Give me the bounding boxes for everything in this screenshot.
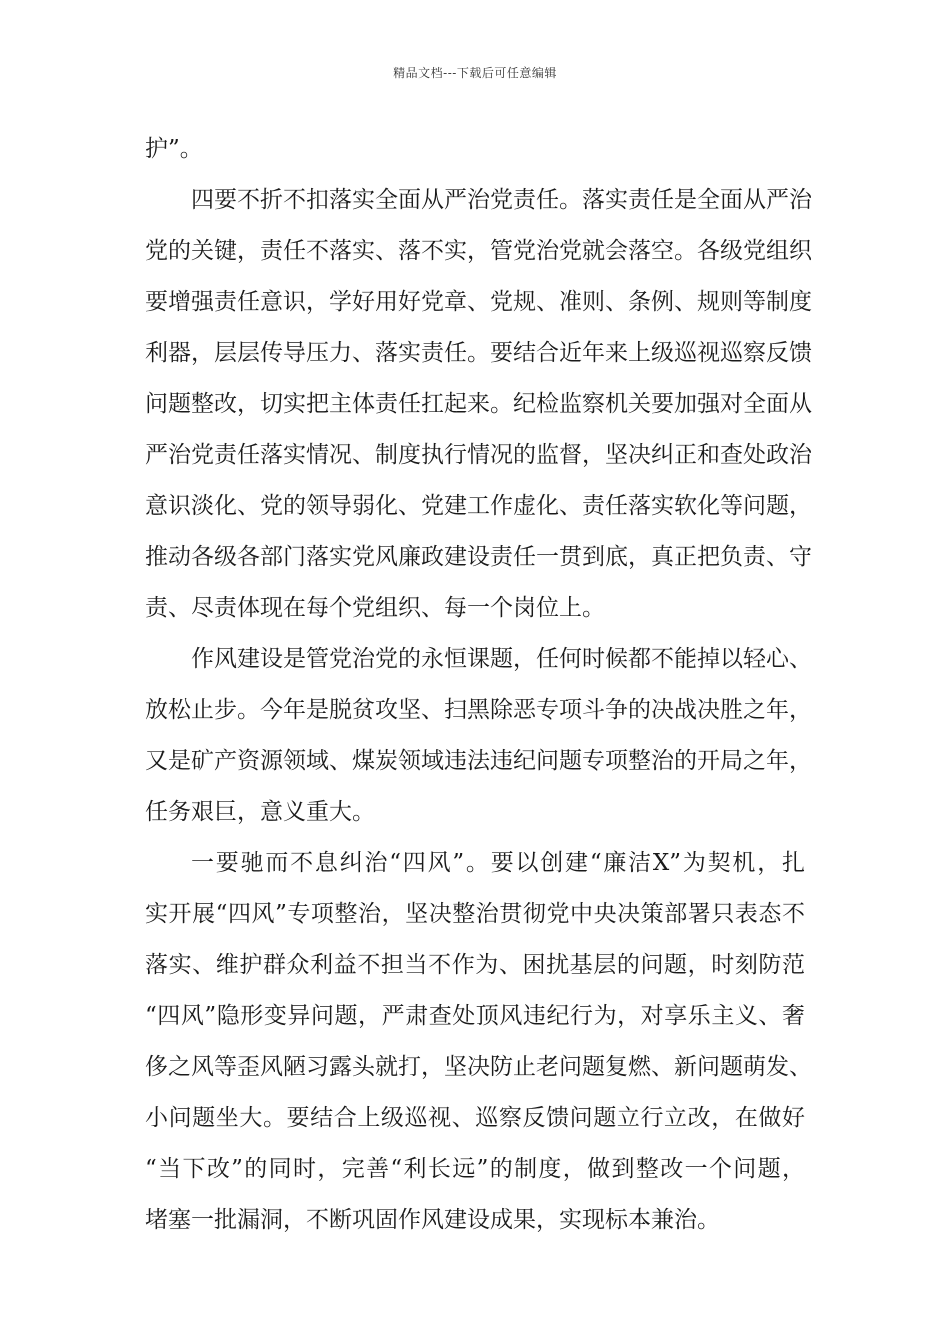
text-line: 任务艰巨，意义重大。 — [145, 799, 375, 825]
text-line: 严治党责任落实情况、制度执行情况的监督，坚决纠正和查处政治 — [145, 442, 812, 468]
text-line: 要增强责任意识，学好用好党章、党规、准则、条例、规则等制度 — [145, 289, 812, 315]
text-line: 问题整改，切实把主体责任扛起来。纪检监察机关要加强对全面从 — [145, 391, 812, 417]
text-line: 侈之风等歪风陋习露头就打，坚决防止老问题复燃、新问题萌发、 — [145, 1054, 812, 1080]
text-line: 四要不折不扣落实全面从严治党责任。落实责任是全面从严治 — [191, 187, 812, 213]
text-line: 小问题坐大。要结合上级巡视、巡察反馈问题立行立改，在做好 — [145, 1105, 805, 1131]
text-line: 护”。 — [145, 136, 203, 162]
text-line: 责、尽责体现在每个党组织、每一个岗位上。 — [145, 595, 605, 621]
text-line: 落实、维护群众利益不担当不作为、困扰基层的问题，时刻防范 — [145, 952, 805, 978]
text-line: 一要驰而不息纠治“四风”。要以创建“廉洁X”为契机，扎 — [191, 850, 805, 876]
text-line: 放松止步。今年是脱贫攻坚、扫黑除恶专项斗争的决战决胜之年， — [145, 697, 812, 723]
document-body — [145, 124, 812, 1246]
page-header: 精品文档---下载后可任意编辑 — [393, 66, 557, 80]
text-line: 党的关键，责任不落实、落不实，管党治党就会落空。各级党组织 — [145, 238, 812, 264]
text-line: 实开展“四风”专项整治，坚决整治贯彻党中央决策部署只表态不 — [145, 901, 805, 927]
text-line: 推动各级各部门落实党风廉政建设责任一贯到底，真正把负责、守 — [145, 544, 812, 570]
text-line: “四风”隐形变异问题，严肃查处顶风违纪行为，对享乐主义、奢 — [145, 1003, 805, 1029]
text-line: 又是矿产资源领域、煤炭领域违法违纪问题专项整治的开局之年， — [145, 748, 812, 774]
text-line: “当下改”的同时，完善“利长远”的制度，做到整改一个问题， — [145, 1156, 805, 1182]
text-line: 作风建设是管党治党的永恒课题，任何时候都不能掉以轻心、 — [191, 646, 812, 672]
text-line: 堵塞一批漏洞，不断巩固作风建设成果，实现标本兼治。 — [145, 1207, 720, 1233]
text-line: 意识淡化、党的领导弱化、党建工作虚化、责任落实软化等问题， — [145, 493, 812, 519]
text-line: 利器，层层传导压力、落实责任。要结合近年来上级巡视巡察反馈 — [145, 340, 812, 366]
